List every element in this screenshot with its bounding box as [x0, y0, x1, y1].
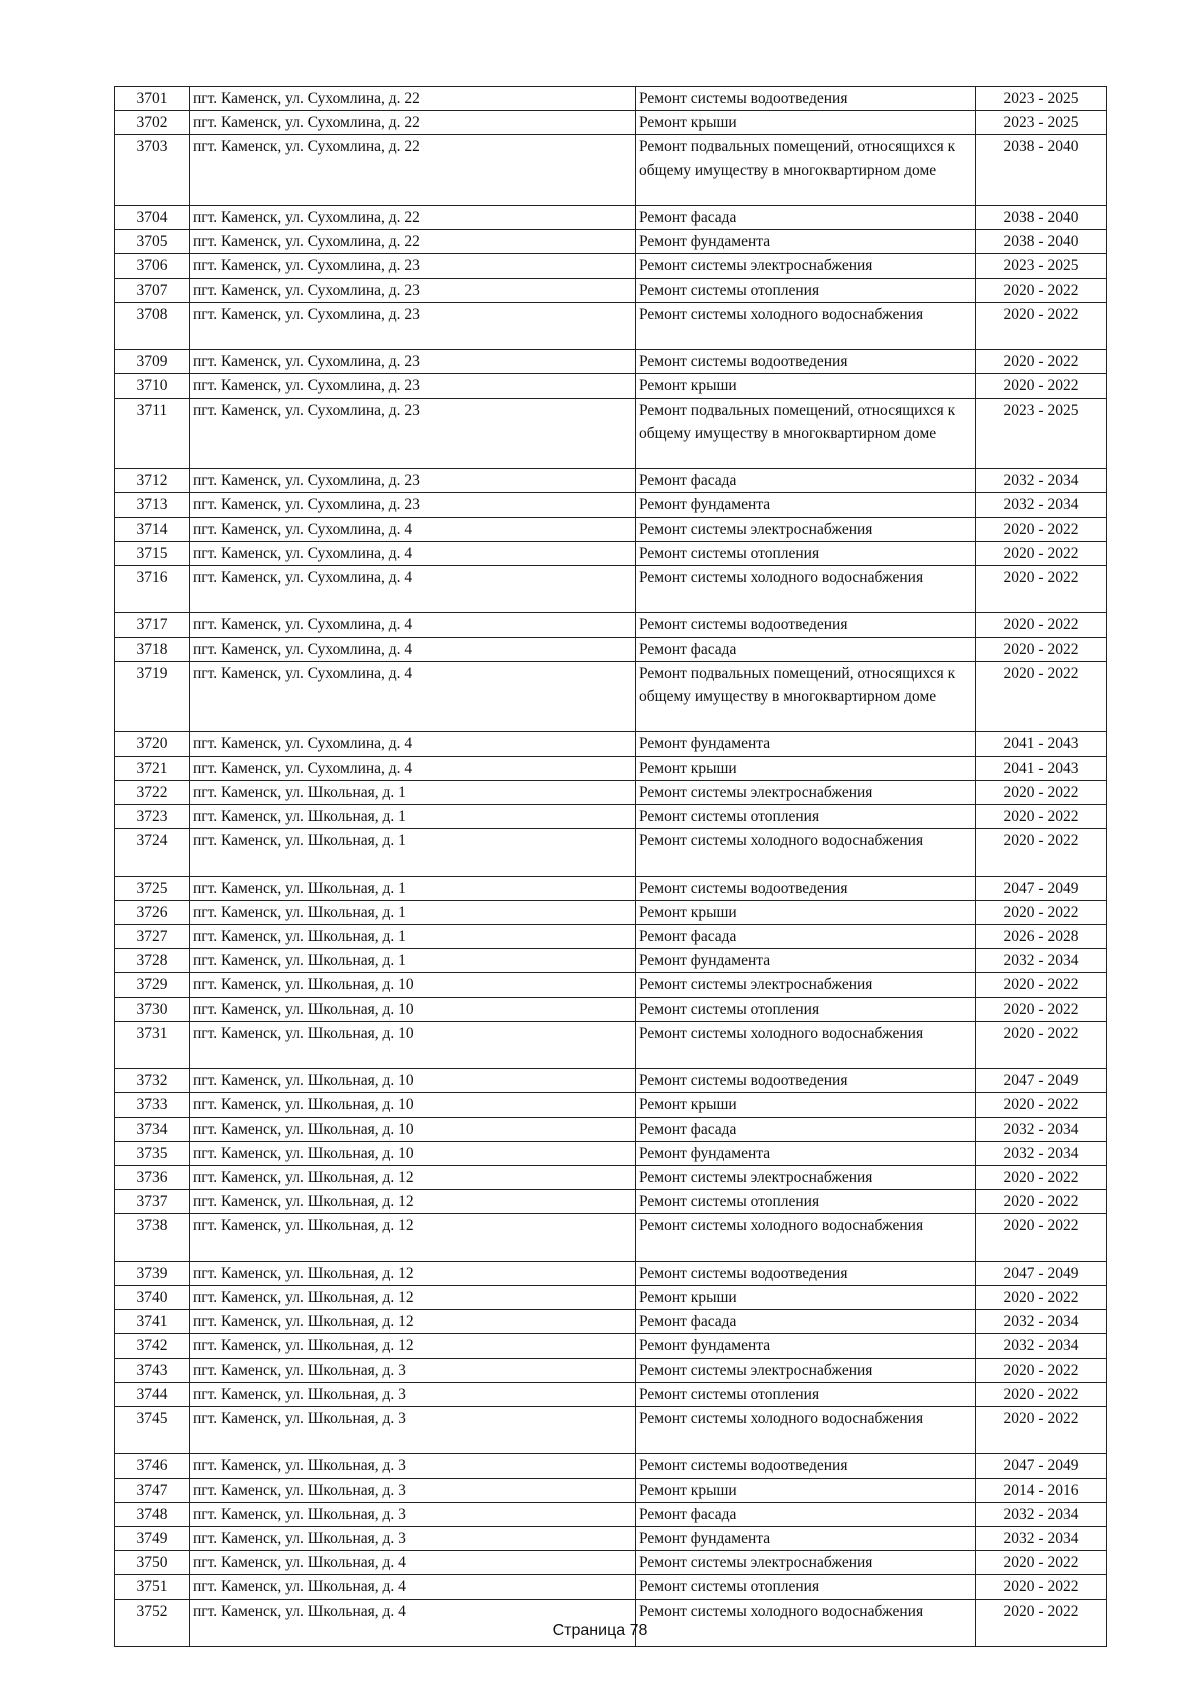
- period-cell: 2032 - 2034: [976, 1117, 1107, 1141]
- row-number-cell: 3718: [115, 637, 190, 661]
- row-number-cell: 3744: [115, 1382, 190, 1406]
- address-cell: пгт. Каменск, ул. Сухомлина, д. 4: [190, 541, 636, 565]
- row-number-cell: 3714: [115, 517, 190, 541]
- table-row: [115, 756, 1107, 780]
- row-number-cell: 3705: [115, 230, 190, 254]
- period-cell: 2020 - 2022: [976, 805, 1107, 829]
- row-number-cell: 3720: [115, 732, 190, 756]
- table-row: [115, 1190, 1107, 1214]
- work-type-cell: Ремонт системы водоотведения: [636, 876, 976, 900]
- row-number-cell: 3703: [115, 135, 190, 206]
- table-body: [115, 87, 1107, 1647]
- work-type-cell: Ремонт системы холодного водоснабжения: [636, 1021, 976, 1068]
- table-row: [115, 997, 1107, 1021]
- table-row: [115, 1214, 1107, 1261]
- period-cell: 2020 - 2022: [976, 350, 1107, 374]
- address-cell: пгт. Каменск, ул. Сухомлина, д. 4: [190, 637, 636, 661]
- work-type-cell: Ремонт системы электроснабжения: [636, 973, 976, 997]
- work-type-cell: Ремонт крыши: [636, 1286, 976, 1310]
- period-cell: 2041 - 2043: [976, 756, 1107, 780]
- period-cell: 2020 - 2022: [976, 613, 1107, 637]
- work-type-cell: Ремонт фасада: [636, 925, 976, 949]
- address-cell: пгт. Каменск, ул. Сухомлина, д. 4: [190, 517, 636, 541]
- row-number-cell: 3706: [115, 254, 190, 278]
- period-cell: 2020 - 2022: [976, 997, 1107, 1021]
- period-cell: 2038 - 2040: [976, 230, 1107, 254]
- table-row: [115, 949, 1107, 973]
- address-cell: пгт. Каменск, ул. Сухомлина, д. 22: [190, 87, 636, 111]
- row-number-cell: 3717: [115, 613, 190, 637]
- period-cell: 2020 - 2022: [976, 1166, 1107, 1190]
- address-cell: пгт. Каменск, ул. Школьная, д. 12: [190, 1166, 636, 1190]
- address-cell: пгт. Каменск, ул. Сухомлина, д. 23: [190, 469, 636, 493]
- period-cell: 2020 - 2022: [976, 829, 1107, 876]
- table-row: [115, 1093, 1107, 1117]
- row-number-cell: 3742: [115, 1334, 190, 1358]
- table-row: [115, 1310, 1107, 1334]
- work-type-cell: Ремонт системы электроснабжения: [636, 517, 976, 541]
- address-cell: пгт. Каменск, ул. Сухомлина, д. 4: [190, 661, 636, 732]
- table-row: [115, 1286, 1107, 1310]
- table-row: [115, 206, 1107, 230]
- table-row: [115, 493, 1107, 517]
- row-number-cell: 3736: [115, 1166, 190, 1190]
- address-cell: пгт. Каменск, ул. Сухомлина, д. 23: [190, 302, 636, 349]
- work-type-cell: Ремонт системы холодного водоснабжения: [636, 829, 976, 876]
- work-type-cell: Ремонт системы отопления: [636, 541, 976, 565]
- period-cell: 2020 - 2022: [976, 1190, 1107, 1214]
- work-type-cell: Ремонт фасада: [636, 1502, 976, 1526]
- row-number-cell: 3712: [115, 469, 190, 493]
- row-number-cell: 3734: [115, 1117, 190, 1141]
- table-row: [115, 900, 1107, 924]
- period-cell: 2020 - 2022: [976, 1599, 1107, 1646]
- work-type-cell: Ремонт системы водоотведения: [636, 1454, 976, 1478]
- period-cell: 2047 - 2049: [976, 1069, 1107, 1093]
- row-number-cell: 3728: [115, 949, 190, 973]
- work-type-cell: Ремонт системы электроснабжения: [636, 1166, 976, 1190]
- row-number-cell: 3711: [115, 398, 190, 469]
- work-type-cell: Ремонт подвальных помещений, относящихся к общему имуществу в многоквартирном доме: [636, 661, 976, 732]
- address-cell: пгт. Каменск, ул. Сухомлина, д. 22: [190, 135, 636, 206]
- row-number-cell: 3719: [115, 661, 190, 732]
- row-number-cell: 3749: [115, 1527, 190, 1551]
- row-number-cell: 3737: [115, 1190, 190, 1214]
- work-type-cell: Ремонт крыши: [636, 374, 976, 398]
- table-row: [115, 1166, 1107, 1190]
- period-cell: 2026 - 2028: [976, 925, 1107, 949]
- work-type-cell: Ремонт фундамента: [636, 732, 976, 756]
- table-row: [115, 805, 1107, 829]
- period-cell: 2020 - 2022: [976, 661, 1107, 732]
- period-cell: 2020 - 2022: [976, 973, 1107, 997]
- works-table: [114, 86, 1107, 1647]
- work-type-cell: Ремонт подвальных помещений, относящихся к общему имуществу в многоквартирном доме: [636, 135, 976, 206]
- work-type-cell: Ремонт системы водоотведения: [636, 87, 976, 111]
- address-cell: пгт. Каменск, ул. Школьная, д. 12: [190, 1214, 636, 1261]
- address-cell: пгт. Каменск, ул. Школьная, д. 3: [190, 1454, 636, 1478]
- row-number-cell: 3726: [115, 900, 190, 924]
- table-row: [115, 398, 1107, 469]
- period-cell: 2020 - 2022: [976, 780, 1107, 804]
- table-row: [115, 566, 1107, 613]
- period-cell: 2014 - 2016: [976, 1478, 1107, 1502]
- row-number-cell: 3709: [115, 350, 190, 374]
- work-type-cell: Ремонт системы электроснабжения: [636, 780, 976, 804]
- table-row: [115, 135, 1107, 206]
- table-row: [115, 1141, 1107, 1165]
- address-cell: пгт. Каменск, ул. Школьная, д. 1: [190, 829, 636, 876]
- row-number-cell: 3738: [115, 1214, 190, 1261]
- row-number-cell: 3743: [115, 1358, 190, 1382]
- row-number-cell: 3723: [115, 805, 190, 829]
- work-type-cell: Ремонт системы электроснабжения: [636, 1358, 976, 1382]
- period-cell: 2023 - 2025: [976, 111, 1107, 135]
- address-cell: пгт. Каменск, ул. Сухомлина, д. 22: [190, 230, 636, 254]
- period-cell: 2020 - 2022: [976, 1358, 1107, 1382]
- work-type-cell: Ремонт фундамента: [636, 493, 976, 517]
- period-cell: 2047 - 2049: [976, 1454, 1107, 1478]
- table-row: [115, 1551, 1107, 1575]
- address-cell: пгт. Каменск, ул. Школьная, д. 12: [190, 1261, 636, 1285]
- row-number-cell: 3752: [115, 1599, 190, 1646]
- row-number-cell: 3729: [115, 973, 190, 997]
- work-type-cell: Ремонт системы холодного водоснабжения: [636, 1599, 976, 1646]
- period-cell: 2023 - 2025: [976, 398, 1107, 469]
- row-number-cell: 3740: [115, 1286, 190, 1310]
- period-cell: 2032 - 2034: [976, 1334, 1107, 1358]
- period-cell: 2020 - 2022: [976, 1407, 1107, 1454]
- period-cell: 2020 - 2022: [976, 278, 1107, 302]
- period-cell: 2020 - 2022: [976, 1382, 1107, 1406]
- table-row: [115, 1358, 1107, 1382]
- work-type-cell: Ремонт системы электроснабжения: [636, 1551, 976, 1575]
- address-cell: пгт. Каменск, ул. Школьная, д. 3: [190, 1527, 636, 1551]
- address-cell: пгт. Каменск, ул. Школьная, д. 1: [190, 925, 636, 949]
- work-type-cell: Ремонт системы холодного водоснабжения: [636, 302, 976, 349]
- address-cell: пгт. Каменск, ул. Школьная, д. 1: [190, 900, 636, 924]
- table-row: [115, 350, 1107, 374]
- period-cell: 2032 - 2034: [976, 1502, 1107, 1526]
- row-number-cell: 3730: [115, 997, 190, 1021]
- table-row: [115, 1021, 1107, 1068]
- work-type-cell: Ремонт системы холодного водоснабжения: [636, 1214, 976, 1261]
- work-type-cell: Ремонт системы холодного водоснабжения: [636, 1407, 976, 1454]
- period-cell: 2032 - 2034: [976, 949, 1107, 973]
- table-row: [115, 780, 1107, 804]
- row-number-cell: 3715: [115, 541, 190, 565]
- period-cell: 2047 - 2049: [976, 876, 1107, 900]
- work-type-cell: Ремонт фасада: [636, 469, 976, 493]
- period-cell: 2038 - 2040: [976, 206, 1107, 230]
- table-row: [115, 374, 1107, 398]
- table-row: [115, 111, 1107, 135]
- address-cell: пгт. Каменск, ул. Школьная, д. 4: [190, 1599, 636, 1646]
- work-type-cell: Ремонт фундамента: [636, 949, 976, 973]
- address-cell: пгт. Каменск, ул. Школьная, д. 3: [190, 1502, 636, 1526]
- work-type-cell: Ремонт системы водоотведения: [636, 613, 976, 637]
- work-type-cell: Ремонт фундамента: [636, 1334, 976, 1358]
- row-number-cell: 3708: [115, 302, 190, 349]
- address-cell: пгт. Каменск, ул. Школьная, д. 1: [190, 805, 636, 829]
- row-number-cell: 3733: [115, 1093, 190, 1117]
- table-row: [115, 230, 1107, 254]
- period-cell: 2020 - 2022: [976, 1214, 1107, 1261]
- period-cell: 2020 - 2022: [976, 1575, 1107, 1599]
- work-type-cell: Ремонт фундамента: [636, 1141, 976, 1165]
- address-cell: пгт. Каменск, ул. Школьная, д. 3: [190, 1382, 636, 1406]
- address-cell: пгт. Каменск, ул. Школьная, д. 3: [190, 1358, 636, 1382]
- address-cell: пгт. Каменск, ул. Сухомлина, д. 23: [190, 254, 636, 278]
- address-cell: пгт. Каменск, ул. Школьная, д. 12: [190, 1310, 636, 1334]
- period-cell: 2023 - 2025: [976, 87, 1107, 111]
- address-cell: пгт. Каменск, ул. Школьная, д. 3: [190, 1407, 636, 1454]
- table-row: [115, 1069, 1107, 1093]
- row-number-cell: 3721: [115, 756, 190, 780]
- address-cell: пгт. Каменск, ул. Школьная, д. 12: [190, 1334, 636, 1358]
- address-cell: пгт. Каменск, ул. Сухомлина, д. 23: [190, 374, 636, 398]
- address-cell: пгт. Каменск, ул. Сухомлина, д. 22: [190, 206, 636, 230]
- row-number-cell: 3710: [115, 374, 190, 398]
- table-row: [115, 278, 1107, 302]
- table-row: [115, 661, 1107, 732]
- address-cell: пгт. Каменск, ул. Школьная, д. 10: [190, 1093, 636, 1117]
- row-number-cell: 3735: [115, 1141, 190, 1165]
- work-type-cell: Ремонт подвальных помещений, относящихся к общему имуществу в многоквартирном доме: [636, 398, 976, 469]
- period-cell: 2032 - 2034: [976, 469, 1107, 493]
- table-row: [115, 925, 1107, 949]
- row-number-cell: 3748: [115, 1502, 190, 1526]
- table-row: [115, 876, 1107, 900]
- row-number-cell: 3724: [115, 829, 190, 876]
- address-cell: пгт. Каменск, ул. Сухомлина, д. 22: [190, 111, 636, 135]
- row-number-cell: 3704: [115, 206, 190, 230]
- work-type-cell: Ремонт крыши: [636, 1478, 976, 1502]
- address-cell: пгт. Каменск, ул. Школьная, д. 10: [190, 1069, 636, 1093]
- table-row: [115, 973, 1107, 997]
- table-row: [115, 1502, 1107, 1526]
- address-cell: пгт. Каменск, ул. Школьная, д. 3: [190, 1478, 636, 1502]
- row-number-cell: 3725: [115, 876, 190, 900]
- row-number-cell: 3707: [115, 278, 190, 302]
- period-cell: 2020 - 2022: [976, 541, 1107, 565]
- work-type-cell: Ремонт крыши: [636, 111, 976, 135]
- row-number-cell: 3701: [115, 87, 190, 111]
- row-number-cell: 3746: [115, 1454, 190, 1478]
- period-cell: 2020 - 2022: [976, 302, 1107, 349]
- work-type-cell: Ремонт фасада: [636, 637, 976, 661]
- work-type-cell: Ремонт крыши: [636, 1093, 976, 1117]
- table-row: [115, 302, 1107, 349]
- table-row: [115, 1334, 1107, 1358]
- table-row: [115, 1407, 1107, 1454]
- work-type-cell: Ремонт фасада: [636, 1117, 976, 1141]
- address-cell: пгт. Каменск, ул. Школьная, д. 1: [190, 876, 636, 900]
- address-cell: пгт. Каменск, ул. Школьная, д. 10: [190, 997, 636, 1021]
- period-cell: 2020 - 2022: [976, 566, 1107, 613]
- row-number-cell: 3732: [115, 1069, 190, 1093]
- work-type-cell: Ремонт системы водоотведения: [636, 1069, 976, 1093]
- row-number-cell: 3702: [115, 111, 190, 135]
- work-type-cell: Ремонт системы холодного водоснабжения: [636, 566, 976, 613]
- table-row: [115, 1478, 1107, 1502]
- row-number-cell: 3716: [115, 566, 190, 613]
- address-cell: пгт. Каменск, ул. Школьная, д. 1: [190, 949, 636, 973]
- work-type-cell: Ремонт фундамента: [636, 230, 976, 254]
- table-row: [115, 613, 1107, 637]
- work-type-cell: Ремонт системы электроснабжения: [636, 254, 976, 278]
- period-cell: 2032 - 2034: [976, 1310, 1107, 1334]
- row-number-cell: 3713: [115, 493, 190, 517]
- period-cell: 2032 - 2034: [976, 493, 1107, 517]
- work-type-cell: Ремонт системы отопления: [636, 278, 976, 302]
- work-type-cell: Ремонт фундамента: [636, 1527, 976, 1551]
- work-type-cell: Ремонт крыши: [636, 756, 976, 780]
- address-cell: пгт. Каменск, ул. Школьная, д. 10: [190, 1021, 636, 1068]
- address-cell: пгт. Каменск, ул. Сухомлина, д. 4: [190, 756, 636, 780]
- work-type-cell: Ремонт системы отопления: [636, 1382, 976, 1406]
- work-type-cell: Ремонт системы отопления: [636, 1575, 976, 1599]
- period-cell: 2041 - 2043: [976, 732, 1107, 756]
- address-cell: пгт. Каменск, ул. Сухомлина, д. 23: [190, 350, 636, 374]
- period-cell: 2020 - 2022: [976, 517, 1107, 541]
- table-row: [115, 829, 1107, 876]
- period-cell: 2020 - 2022: [976, 900, 1107, 924]
- row-number-cell: 3751: [115, 1575, 190, 1599]
- table-row: [115, 1454, 1107, 1478]
- table-row: [115, 1575, 1107, 1599]
- page-number: Страница 78: [552, 1622, 648, 1639]
- address-cell: пгт. Каменск, ул. Сухомлина, д. 23: [190, 278, 636, 302]
- work-type-cell: Ремонт системы водоотведения: [636, 1261, 976, 1285]
- period-cell: 2038 - 2040: [976, 135, 1107, 206]
- row-number-cell: 3739: [115, 1261, 190, 1285]
- address-cell: пгт. Каменск, ул. Сухомлина, д. 23: [190, 398, 636, 469]
- address-cell: пгт. Каменск, ул. Школьная, д. 12: [190, 1286, 636, 1310]
- period-cell: 2023 - 2025: [976, 254, 1107, 278]
- address-cell: пгт. Каменск, ул. Школьная, д. 4: [190, 1575, 636, 1599]
- address-cell: пгт. Каменск, ул. Сухомлина, д. 4: [190, 732, 636, 756]
- table-row: [115, 1117, 1107, 1141]
- row-number-cell: 3722: [115, 780, 190, 804]
- work-type-cell: Ремонт крыши: [636, 900, 976, 924]
- address-cell: пгт. Каменск, ул. Школьная, д. 1: [190, 780, 636, 804]
- address-cell: пгт. Каменск, ул. Школьная, д. 4: [190, 1551, 636, 1575]
- work-type-cell: Ремонт системы водоотведения: [636, 350, 976, 374]
- row-number-cell: 3727: [115, 925, 190, 949]
- row-number-cell: 3731: [115, 1021, 190, 1068]
- row-number-cell: 3741: [115, 1310, 190, 1334]
- table-row: [115, 469, 1107, 493]
- work-type-cell: Ремонт фасада: [636, 1310, 976, 1334]
- period-cell: 2020 - 2022: [976, 1286, 1107, 1310]
- address-cell: пгт. Каменск, ул. Школьная, д. 10: [190, 973, 636, 997]
- work-type-cell: Ремонт системы отопления: [636, 997, 976, 1021]
- period-cell: 2020 - 2022: [976, 1551, 1107, 1575]
- table-row: [115, 1527, 1107, 1551]
- table-row: [115, 541, 1107, 565]
- period-cell: 2020 - 2022: [976, 1093, 1107, 1117]
- table-row: [115, 1261, 1107, 1285]
- address-cell: пгт. Каменск, ул. Сухомлина, д. 23: [190, 493, 636, 517]
- row-number-cell: 3747: [115, 1478, 190, 1502]
- table-row: [115, 87, 1107, 111]
- work-type-cell: Ремонт системы отопления: [636, 1190, 976, 1214]
- row-number-cell: 3745: [115, 1407, 190, 1454]
- address-cell: пгт. Каменск, ул. Сухомлина, д. 4: [190, 566, 636, 613]
- period-cell: 2020 - 2022: [976, 637, 1107, 661]
- work-type-cell: Ремонт системы отопления: [636, 805, 976, 829]
- table-row: [115, 254, 1107, 278]
- period-cell: 2020 - 2022: [976, 1021, 1107, 1068]
- table-row: [115, 732, 1107, 756]
- address-cell: пгт. Каменск, ул. Сухомлина, д. 4: [190, 613, 636, 637]
- address-cell: пгт. Каменск, ул. Школьная, д. 10: [190, 1117, 636, 1141]
- table-row: [115, 517, 1107, 541]
- period-cell: 2032 - 2034: [976, 1141, 1107, 1165]
- row-number-cell: 3750: [115, 1551, 190, 1575]
- work-type-cell: Ремонт фасада: [636, 206, 976, 230]
- table-row: [115, 637, 1107, 661]
- address-cell: пгт. Каменск, ул. Школьная, д. 10: [190, 1141, 636, 1165]
- period-cell: 2020 - 2022: [976, 374, 1107, 398]
- table-row: [115, 1382, 1107, 1406]
- period-cell: 2032 - 2034: [976, 1527, 1107, 1551]
- period-cell: 2047 - 2049: [976, 1261, 1107, 1285]
- address-cell: пгт. Каменск, ул. Школьная, д. 12: [190, 1190, 636, 1214]
